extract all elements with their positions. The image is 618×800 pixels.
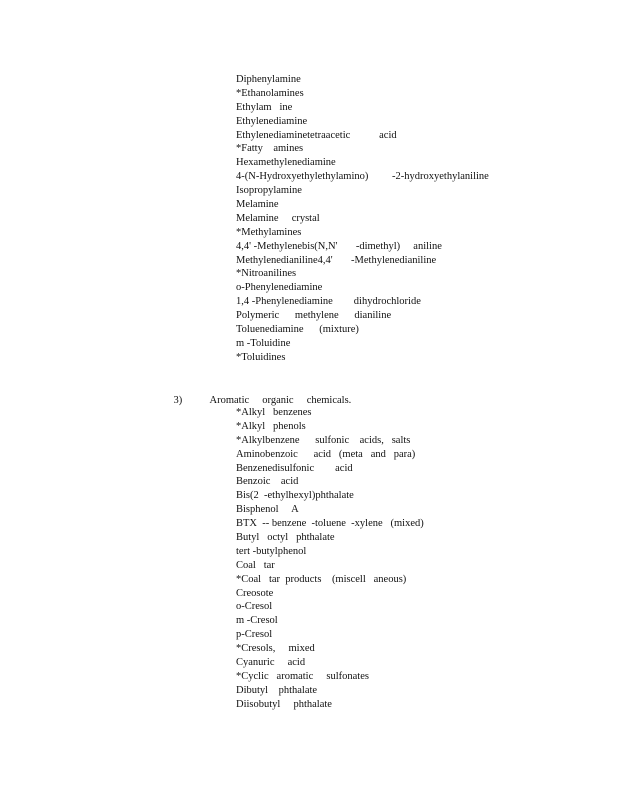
chemical-item: *Methylamines (236, 226, 302, 238)
chemical-item: Butyl octyl phthalate (236, 532, 335, 544)
chemical-item: *Fatty amines (236, 143, 304, 155)
chemical-item: o-Cresol (236, 601, 273, 613)
chemical-item: *Alkyl benzenes (236, 407, 312, 418)
chemical-item: o-Phenylenediamine (236, 282, 323, 294)
amines-chemical-list (236, 73, 489, 365)
chemical-item: 1,4 -Phenylenediamine dihydrochloride (236, 296, 421, 308)
chemical-item: m -Toluidine (236, 337, 291, 349)
chemical-item: Benzoic acid (236, 476, 299, 488)
chemical-item: Ethylenediamine (236, 115, 308, 127)
chemical-item: Isopropylamine (236, 185, 302, 197)
section-title: Aromatic organic chemicals. (209, 395, 352, 406)
chemical-item: Dibutyl phthalate (236, 684, 318, 696)
chemical-item: *Cresols, mixed (236, 643, 315, 655)
chemical-item: *Alkyl phenols (236, 420, 306, 432)
chemical-item: Ethylam ine (236, 101, 293, 113)
chemical-item: Benzenedisulfonic acid (236, 462, 353, 474)
section-3-heading (163, 380, 352, 406)
chemical-item: 4,4' -Methylenebis(N,N' -dimethyl) aniline (236, 240, 442, 252)
chemical-item: p-Cresol (236, 629, 273, 641)
chemical-item: tert -butylphenol (236, 545, 307, 557)
chemical-item: Bis(2 -ethylhexyl)phthalate (236, 490, 354, 502)
chemical-item: Toluenediamine (mixture) (236, 324, 359, 336)
chemical-item: Cyanuric acid (236, 657, 306, 669)
chemical-item: Coal tar (236, 559, 275, 571)
chemical-item: m -Cresol (236, 615, 278, 627)
chemical-item: Hexamethylenediamine (236, 157, 336, 169)
chemical-item: Polymeric methylene dianiline (236, 310, 392, 322)
chemical-item: Melamine crystal (236, 212, 320, 224)
chemical-item: Melamine (236, 199, 279, 211)
chemical-item: BTX -- benzene -toluene -xylene (mixed) (236, 518, 424, 530)
section-number: 3) (173, 395, 183, 406)
chemical-item: *Alkylbenzene sulfonic acids, salts (236, 434, 411, 446)
chemical-item: *Nitroanilines (236, 268, 297, 280)
chemical-item: 4-(N-Hydroxyethylethylamino) -2-hydroxyethylaniline (236, 171, 489, 183)
chemical-item: Diphenylamine (236, 74, 301, 85)
chemical-item: Methylenedianiline4,4' -Methylenedianiline (236, 254, 437, 266)
chemical-item: Aminobenzoic acid (meta and para) (236, 448, 416, 460)
chemical-item: Diisobutyl phthalate (236, 698, 332, 710)
chemical-item: Ethylenediaminetetraacetic acid (236, 129, 397, 141)
chemical-item: *Coal tar products (miscell aneous) (236, 573, 407, 585)
chemical-item: *Ethanolamines (236, 87, 304, 99)
chemical-item: *Cyclic aromatic sulfonates (236, 670, 369, 682)
chemical-item: *Toluidines (236, 351, 286, 363)
chemical-item: Creosote (236, 587, 274, 599)
aromatic-chemical-list (236, 406, 424, 712)
chemical-item: Bisphenol A (236, 504, 299, 516)
